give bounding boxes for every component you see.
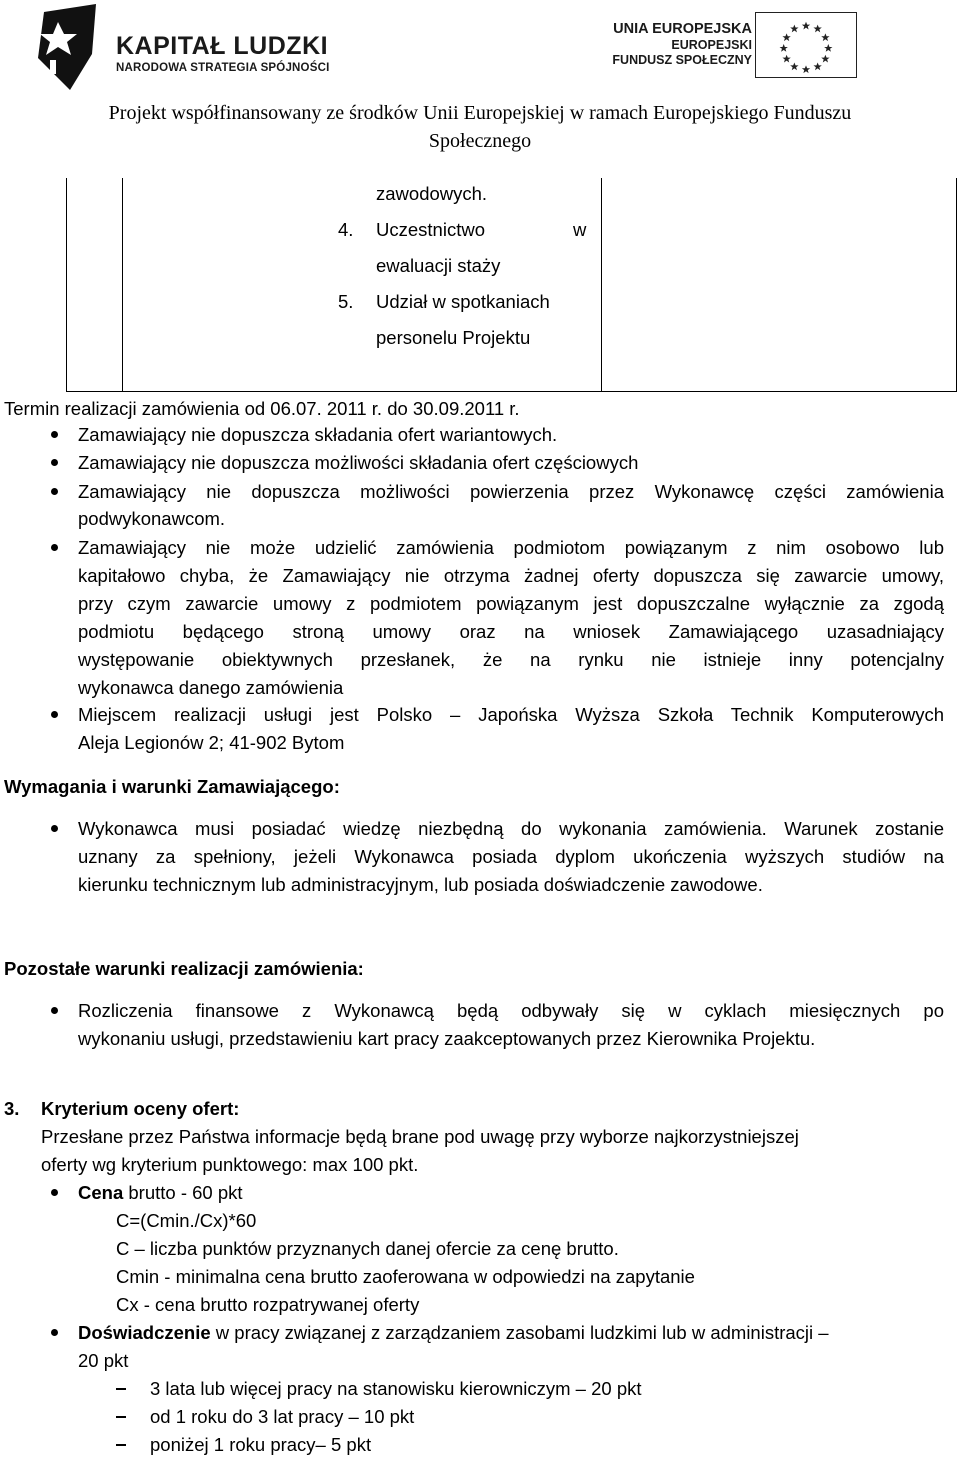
table-item-text: Udział w spotkaniach	[376, 291, 550, 312]
table-item-text: zawodowych.	[376, 183, 488, 204]
table-border-col2	[601, 178, 602, 392]
bullet-icon	[51, 1329, 58, 1336]
price-criterion-points: brutto - 60 pkt	[123, 1182, 243, 1203]
price-criterion	[78, 1182, 243, 1204]
term-related-entities: wykonawca danego zamówienia	[78, 677, 344, 698]
experience-criterion	[78, 1322, 829, 1344]
experience-criterion-desc: w pracy związanej z zarządzaniem zasobami ludzkimi lub w administracji –	[210, 1322, 829, 1343]
table-border-left	[66, 178, 67, 392]
bullet-icon	[51, 488, 58, 495]
kapital-ludzki-logo	[36, 4, 336, 94]
term-related-entities: występowanie obiektywnych przesłanek, że na rynku nie istnieje inny potencjalny	[78, 649, 944, 670]
dash-icon	[116, 1388, 126, 1390]
term-no-subcontracting: Zamawiający nie dopuszcza możliwości powierzenia przez Wykonawcę części zamówienia	[78, 481, 944, 502]
formula-cmin-definition: Cmin - minimalna cena brutto zaoferowana w odpowiedzi na zapytanie	[116, 1266, 695, 1287]
term-related-entities: kapitałowo chyba, że Zamawiający nie otrzyma żadnej oferty dopuszcza się zawarcie umowy,	[78, 565, 944, 586]
requirement-text: kierunku technicznym lub administracyjnym, lub posiada doświadczenie zawodowe.	[78, 874, 763, 895]
term-place-of-service: Miejscem realizacji usługi jest Polsko – Japońska Wyższa Szkoła Technik Komputerowych	[78, 704, 944, 725]
eu-line1: UNIA EUROPEJSKA	[613, 21, 752, 37]
term-no-partial-offers: Zamawiający nie dopuszcza możliwości składania ofert częściowych	[78, 452, 639, 473]
price-formula: C=(Cmin./Cx)*60	[116, 1210, 257, 1231]
experience-criterion-label: Doświadczenie	[78, 1322, 211, 1343]
criteria-number: 3.	[4, 1098, 20, 1119]
formula-c-definition: C – liczba punktów przyznanych danej ofercie za cenę brutto.	[116, 1238, 619, 1259]
term-related-entities: Zamawiający nie może udzielić zamówienia podmiotom powiązanym z nim osobowo lub	[78, 537, 944, 558]
bullet-icon	[51, 459, 58, 466]
term-place-address: Aleja Legionów 2; 41-902 Bytom	[78, 732, 345, 753]
eu-flag-icon	[755, 12, 857, 78]
project-cofinancing-line1: Projekt współfinansowany ze środków Unii Europejskiej w ramach Europejskiego Funduszu	[108, 102, 852, 124]
eu-logo	[612, 12, 862, 82]
experience-criterion-points: 20 pkt	[78, 1350, 129, 1371]
table-border-right	[956, 178, 957, 392]
requirement-text: uznany za spełniony, jeżeli Wykonawca posiada dyplom ukończenia wyższych studiów na	[78, 846, 944, 867]
formula-cx-definition: Cx - cena brutto rozpatrywanej oferty	[116, 1294, 420, 1315]
bullet-icon	[51, 1007, 58, 1014]
table-item-number: 4.	[338, 219, 354, 240]
settlement-text: Rozliczenia finansowe z Wykonawcą będą odbywały się w cyklach miesięcznych po	[78, 1000, 944, 1021]
experience-level: 3 lata lub więcej pracy na stanowisku kierowniczym – 20 pkt	[150, 1378, 642, 1399]
requirement-text: Wykonawca musi posiadać wiedzę niezbędną do wykonania zamówienia. Warunek zostanie	[78, 818, 944, 839]
table-item-number: 5.	[338, 291, 354, 312]
settlement-text: wykonaniu usługi, przedstawieniu kart pracy zaakceptowanych przez Kierownika Projektu.	[78, 1028, 816, 1049]
kapital-ludzki-subtitle: NARODOWA STRATEGIA SPÓJNOŚCI	[116, 62, 330, 74]
requirements-heading: Wymagania i warunki Zamawiającego:	[4, 776, 340, 797]
table-item-text: Uczestnictwo	[376, 219, 485, 240]
kapital-ludzki-emblem-icon	[36, 4, 104, 90]
bullet-icon	[51, 1189, 58, 1196]
table-border-bottom	[66, 391, 957, 392]
term-no-subcontracting-cont: podwykonawcom.	[78, 508, 226, 529]
order-deadline: Termin realizacji zamówienia od 06.07. 2011 r. do 30.09.2011 r.	[4, 398, 520, 419]
eu-line2: EUROPEJSKI	[671, 37, 752, 52]
criteria-intro: Przesłane przez Państwa informacje będą brane pod uwagę przy wyborze najkorzystniejszej	[41, 1126, 799, 1147]
price-criterion-label: Cena	[78, 1182, 124, 1203]
criteria-intro: oferty wg kryterium punktowego: max 100 pkt.	[41, 1154, 419, 1175]
term-related-entities: podmiotu będącego stroną umowy oraz na wniosek Zamawiającego uzasadniający	[78, 621, 944, 642]
eu-line3: FUNDUSZ SPOŁECZNY	[612, 53, 752, 67]
term-no-variant-offers: Zamawiający nie dopuszcza składania ofert wariantowych.	[78, 424, 558, 445]
experience-level: od 1 roku do 3 lat pracy – 10 pkt	[150, 1406, 415, 1427]
criteria-heading: Kryterium oceny ofert:	[41, 1098, 240, 1119]
table-item-text: w	[573, 219, 587, 240]
bullet-icon	[51, 544, 58, 551]
table-item-text: ewaluacji staży	[376, 255, 501, 276]
table-border-col1	[122, 178, 123, 392]
experience-level: poniżej 1 roku pracy– 5 pkt	[150, 1434, 372, 1455]
project-cofinancing-line2: Społecznego	[428, 130, 532, 152]
bullet-icon	[51, 711, 58, 718]
bullet-icon	[51, 431, 58, 438]
dash-icon	[116, 1416, 126, 1418]
dash-icon	[116, 1444, 126, 1446]
bullet-icon	[51, 825, 58, 832]
other-conditions-heading: Pozostałe warunki realizacji zamówienia:	[4, 958, 364, 979]
table-item-text: personelu Projektu	[376, 327, 531, 348]
kapital-ludzki-title: KAPITAŁ LUDZKI	[116, 32, 329, 60]
term-related-entities: przy czym zawarcie umowy z podmiotem powiązanym jest dopuszczalne wyłącznie za zgodą	[78, 593, 944, 614]
